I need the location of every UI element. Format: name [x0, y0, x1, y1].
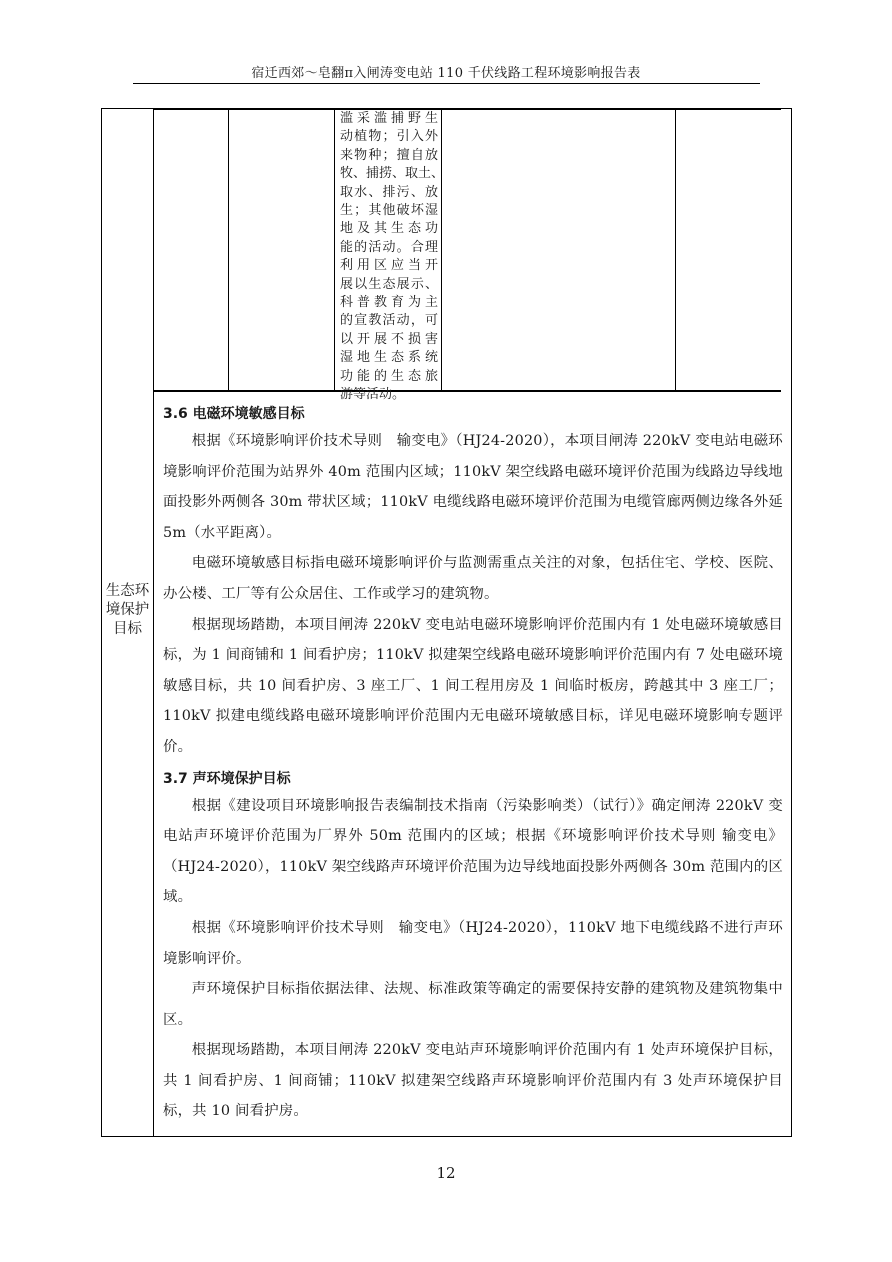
paragraph: 根据现场踏勘，本项目闸涛 220kV 变电站声环境影响评价范围内有 1 处声环境保护目标，共 1 间看护房、1 间商铺；110kV 拟建架空线路声环境影响评价范围内有 3 处声环境保护目标，共 10 间看护房。	[163, 1042, 783, 1120]
column-divider-4	[675, 108, 676, 391]
cell-line: 取水、排污、放	[340, 184, 438, 200]
page-number: 12	[436, 1164, 456, 1182]
subtable-top-rule	[153, 109, 781, 110]
paragraph: 声环境保护目标指依据法律、法规、标准政策等确定的需要保持安静的建筑物及建筑物集中区。	[163, 981, 783, 1028]
side-label-line: 境保护	[105, 602, 150, 618]
cell-line: 牧、捕捞、取土、	[340, 166, 445, 182]
column-divider-3	[441, 108, 442, 391]
column-divider-1	[228, 108, 229, 391]
cell-line: 能的活动。合理	[340, 239, 438, 255]
cell-line: 生；其他破坏湿	[340, 203, 438, 219]
cell-line: 游等活动。	[340, 387, 406, 403]
paragraph: 根据现场踏勘，本项目闸涛 220kV 变电站电磁环境影响评价范围内有 1 处电磁环境敏感目标，为 1 间商铺和 1 间看护房；110kV 拟建架空线路电磁环境影响评价范围内有 7 处电磁环境敏感目标，共 10 间看护房、3 座工厂、1 间工程用房及 1 间临时板房，跨越其中 3 座工厂；110kV 拟建电缆线路电磁环境影响评价范围内无电磁环境敏感目标，详见电磁环境影响专题评价。	[163, 616, 783, 755]
subtable-bottom-rule	[153, 390, 781, 392]
cell-line: 功能的生态旅	[340, 368, 438, 384]
section-title-acoustic: 3.7 声环境保护目标	[163, 770, 291, 787]
paragraph: 电磁环境敏感目标指电磁环境影响评价与监测需重点关注的对象，包括住宅、学校、医院、办公楼、工厂等有公众居住、工作或学习的建筑物。	[163, 555, 783, 602]
cell-line: 利用区应当开	[340, 258, 438, 274]
paragraph: 根据《环境影响评价技术导则 输变电》（HJ24-2020），本项目闸涛 220kV 变电站电磁环境影响评价范围为站界外 40m 范围内区域；110kV 架空线路电磁环境评价范围为线路边导线地面投影外两侧各 30m 带状区域；110kV 电缆线路电磁环境评价范围为电缆管廊两侧边缘各外延 5m（水平距离）。	[163, 433, 783, 541]
page-header-title: 宿迁西郊～皂翻π入闸涛变电站 110 千伏线路工程环境影响报告表	[251, 66, 641, 81]
cell-line: 的宣教活动，可	[340, 313, 438, 329]
side-label-line: 生态环	[105, 583, 150, 599]
cell-line: 地及其生态功	[340, 221, 438, 237]
side-label	[102, 582, 153, 639]
cell-line: 以开展不损害	[340, 331, 438, 347]
subtable-cell-text	[340, 110, 445, 405]
cell-line: 动植物；引入外	[340, 129, 438, 145]
cell-line: 展以生态展示、	[340, 276, 438, 292]
side-label-line: 目标	[113, 621, 142, 637]
header-rule	[133, 83, 760, 84]
cell-line: 来物种；擅自放	[340, 147, 438, 163]
cell-line: 湿地生态系统	[340, 350, 438, 366]
column-divider-2	[334, 108, 335, 391]
cell-line: 滥采滥捕野生	[340, 111, 438, 126]
paragraph: 根据《环境影响评价技术导则 输变电》（HJ24-2020），110kV 地下电缆线路不进行声环境影响评价。	[163, 919, 783, 967]
cell-line: 科普教育为主	[340, 295, 438, 311]
paragraph: 根据《建设项目环境影响报告表编制技术指南（污染影响类）（试行）》确定闸涛 220kV 变电站声环境评价范围为厂界外 50m 范围内的区域；根据《环境影响评价技术导则 输变电》（HJ24-2020），110kV 架空线路声环境评价范围为边导线地面投影外两侧各 30m 范围内的区域。	[163, 797, 783, 906]
section-title-electromagnetic: 3.6 电磁环境敏感目标	[163, 406, 305, 422]
main-content	[163, 402, 783, 1127]
column-divider-main	[153, 108, 154, 1137]
